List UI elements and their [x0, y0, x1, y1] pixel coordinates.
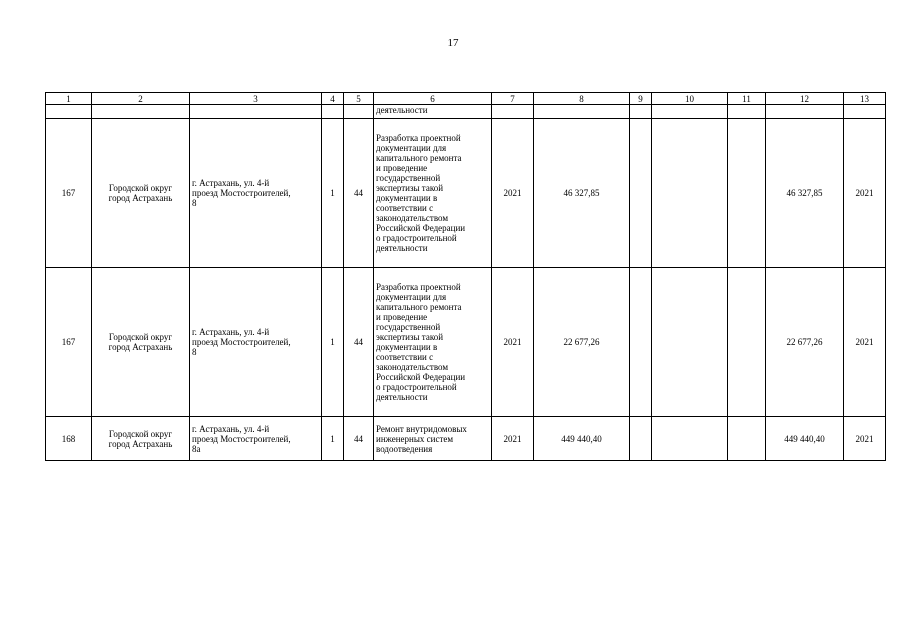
address-cell: [190, 268, 322, 417]
cell-empty: [766, 105, 844, 119]
municipality-line: город Астрахань: [108, 438, 173, 449]
table-row: [46, 417, 886, 461]
address-line: 8: [192, 347, 197, 357]
work-line: Разработка проектной: [376, 282, 461, 292]
header-cell-9: 9: [630, 93, 652, 105]
col13-cell: 2021: [844, 417, 886, 461]
work-line: документации для: [376, 292, 447, 302]
col13-cell: 2021: [844, 119, 886, 268]
header-cell-10: 10: [652, 93, 728, 105]
header-cell-12: 12: [766, 93, 844, 105]
work-type-cell: [374, 119, 492, 268]
work-line: законодательством: [376, 213, 449, 223]
cell-empty: [652, 105, 728, 119]
work-line: и проведение: [376, 163, 428, 173]
col9-cell: [630, 417, 652, 461]
col12-cell: 22 677,26: [766, 268, 844, 417]
work-line: Российской Федерации: [376, 372, 466, 382]
col5-cell: 44: [344, 119, 374, 268]
work-line: Ремонт внутридомовых: [376, 423, 467, 434]
municipality-cell: [92, 119, 190, 268]
year-cell: 2021: [492, 268, 534, 417]
col5-cell: 44: [344, 417, 374, 461]
year-cell: 2021: [492, 119, 534, 268]
header-cell-7: 7: [492, 93, 534, 105]
continuation-row: [46, 105, 886, 119]
header-cell-1: 1: [46, 93, 92, 105]
work-line: документации в: [376, 342, 438, 352]
header-cell-5: 5: [344, 93, 374, 105]
year-cell: 2021: [492, 417, 534, 461]
work-line: инженерных систем: [376, 433, 454, 444]
cell-empty: [92, 105, 190, 119]
municipality-cell: [92, 268, 190, 417]
municipality-line: город Астрахань: [108, 193, 173, 203]
col10-cell: [652, 119, 728, 268]
header-cell-3: 3: [190, 93, 322, 105]
municipality-line: Городской округ: [108, 183, 173, 193]
work-line: законодательством: [376, 362, 449, 372]
cell-empty: [322, 105, 344, 119]
header-cell-11: 11: [728, 93, 766, 105]
work-line: деятельности: [376, 243, 428, 253]
work-line: и проведение: [376, 312, 428, 322]
work-type-cell: [374, 417, 492, 461]
work-line: Разработка проектной: [376, 133, 461, 143]
row-number: 167: [46, 268, 92, 417]
address-line: г. Астрахань, ул. 4-й: [192, 178, 270, 188]
col12-cell: 449 440,40: [766, 417, 844, 461]
address-line: 8а: [192, 443, 201, 454]
address-line: г. Астрахань, ул. 4-й: [192, 327, 270, 337]
work-line: о градостроительной: [376, 233, 457, 243]
cell-empty: [190, 105, 322, 119]
row-number: 168: [46, 417, 92, 461]
address-line: проезд Мостостроителей,: [192, 188, 291, 198]
work-line: деятельности: [376, 392, 428, 402]
municipality-line: город Астрахань: [108, 342, 173, 352]
col4-cell: 1: [322, 268, 344, 417]
cell-empty: [534, 105, 630, 119]
work-line: документации для: [376, 143, 447, 153]
cell-empty: [46, 105, 92, 119]
cell-empty: [844, 105, 886, 119]
col13-cell: 2021: [844, 268, 886, 417]
address-line: проезд Мостостроителей,: [192, 433, 291, 444]
total-cost-cell: 46 327,85: [534, 119, 630, 268]
cell-empty: [728, 105, 766, 119]
col9-cell: [630, 268, 652, 417]
col5-cell: 44: [344, 268, 374, 417]
total-cost-cell: 449 440,40: [534, 417, 630, 461]
address-line: проезд Мостостроителей,: [192, 337, 291, 347]
header-cell-8: 8: [534, 93, 630, 105]
work-line: капитального ремонта: [376, 153, 462, 163]
work-line: водоотведения: [376, 443, 433, 454]
work-line: государственной: [376, 173, 441, 183]
table-row: [46, 268, 886, 417]
municipality-cell: [92, 417, 190, 461]
table-row: [46, 119, 886, 268]
col11-cell: [728, 417, 766, 461]
work-line: государственной: [376, 322, 441, 332]
work-line: экспертизы такой: [376, 183, 444, 193]
work-line: капитального ремонта: [376, 302, 462, 312]
address-cell: [190, 119, 322, 268]
cell-empty: [630, 105, 652, 119]
address-line: 8: [192, 198, 197, 208]
col11-cell: [728, 119, 766, 268]
cell-empty: [344, 105, 374, 119]
address-cell: [190, 417, 322, 461]
municipality-line: Городской округ: [108, 428, 173, 439]
col10-cell: [652, 268, 728, 417]
work-line: Российской Федерации: [376, 223, 466, 233]
work-line: соответствии с: [376, 352, 434, 362]
col4-cell: 1: [322, 119, 344, 268]
work-line: экспертизы такой: [376, 332, 444, 342]
header-cell-13: 13: [844, 93, 886, 105]
row-number: 167: [46, 119, 92, 268]
work-type-cell: [374, 268, 492, 417]
header-row: [46, 93, 886, 105]
page-number: 17: [447, 37, 459, 49]
work-line: документации в: [376, 193, 438, 203]
col4-cell: 1: [322, 417, 344, 461]
capital-repair-table: [45, 92, 886, 461]
col10-cell: [652, 417, 728, 461]
municipality-line: Городской округ: [108, 332, 173, 342]
header-cell-6: 6: [374, 93, 492, 105]
cell-empty: [492, 105, 534, 119]
col12-cell: 46 327,85: [766, 119, 844, 268]
continuation-work-cell: деятельности: [374, 105, 492, 119]
work-line: соответствии с: [376, 203, 434, 213]
total-cost-cell: 22 677,26: [534, 268, 630, 417]
work-line: о градостроительной: [376, 382, 457, 392]
header-cell-4: 4: [322, 93, 344, 105]
col9-cell: [630, 119, 652, 268]
address-line: г. Астрахань, ул. 4-й: [192, 423, 270, 434]
col11-cell: [728, 268, 766, 417]
header-cell-2: 2: [92, 93, 190, 105]
